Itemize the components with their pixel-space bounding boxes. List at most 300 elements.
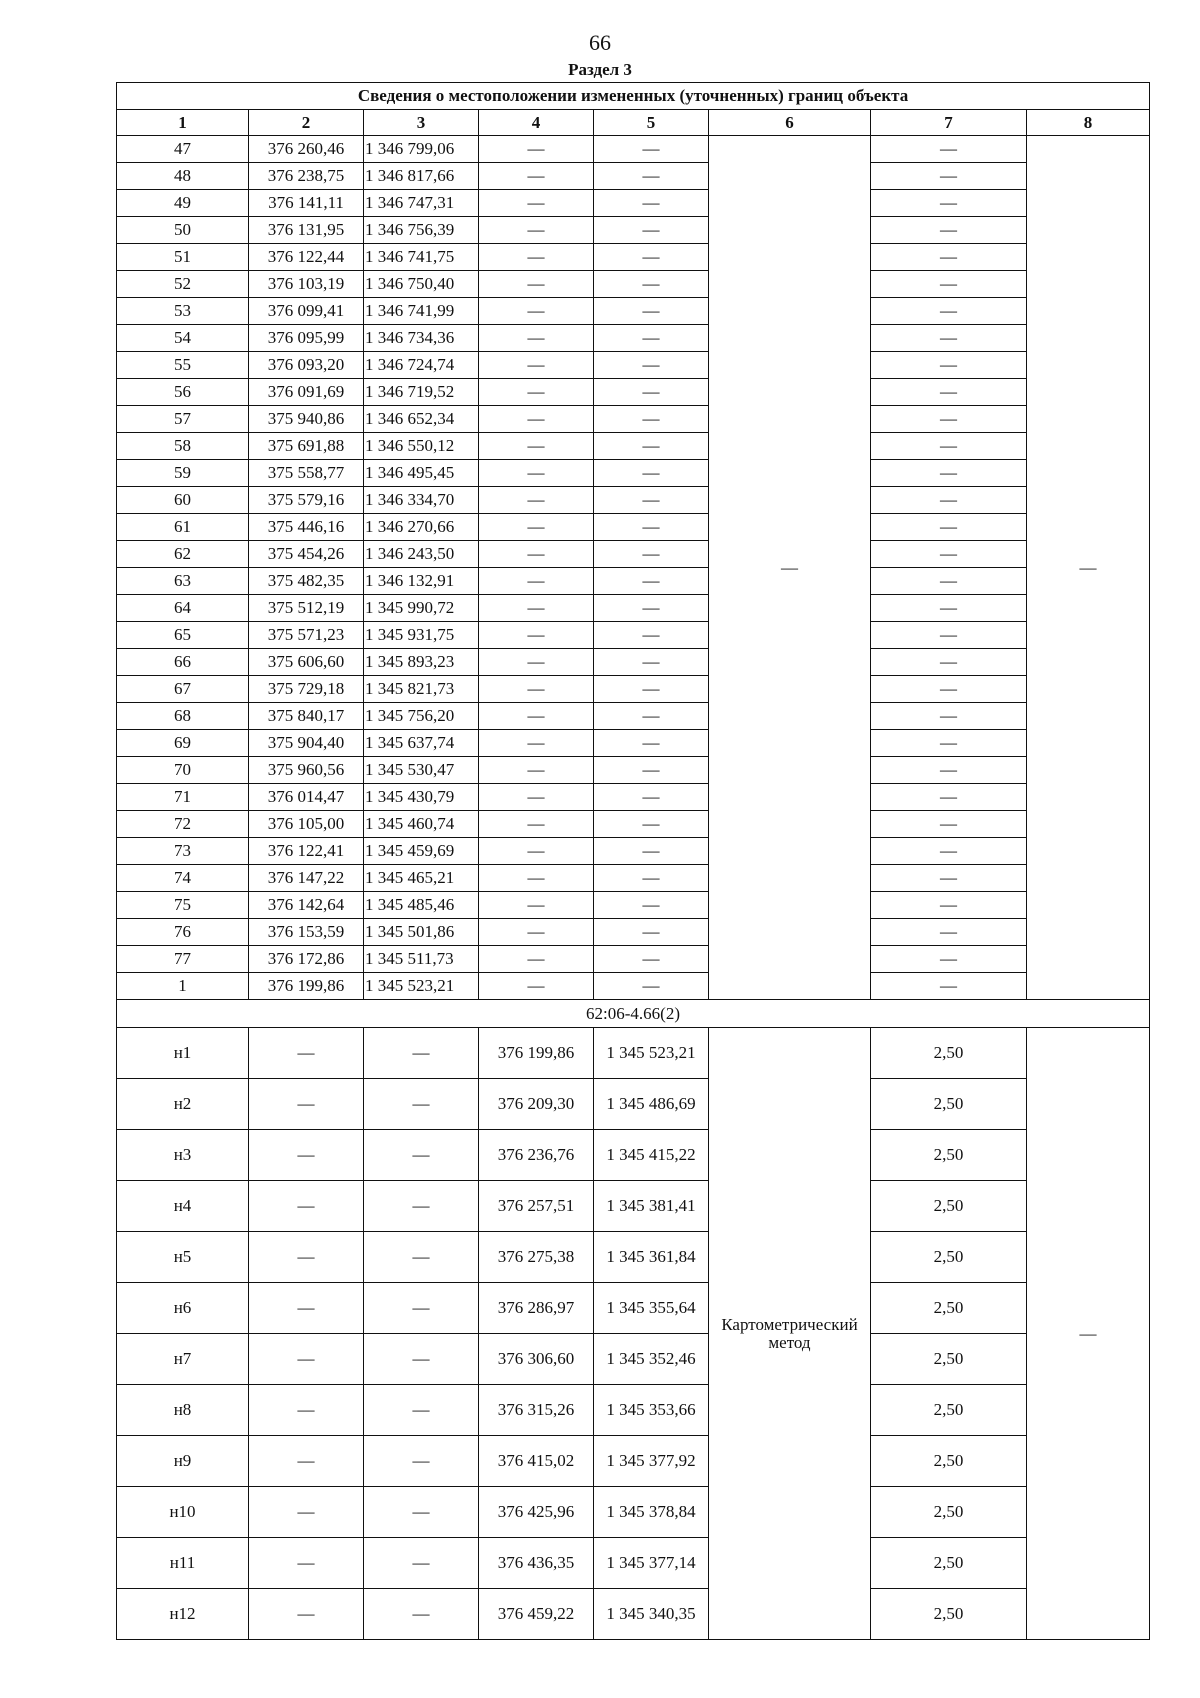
- accuracy-cell: —: [871, 703, 1027, 730]
- old-x-coordinate: 376 147,22: [249, 865, 364, 892]
- table-row: [117, 568, 1150, 595]
- new-y-coordinate: —: [594, 163, 709, 190]
- point-number: 63: [117, 568, 249, 595]
- accuracy-cell: 2,50: [871, 1079, 1027, 1130]
- table-row: [117, 244, 1150, 271]
- new-x-coordinate: 376 436,35: [479, 1538, 594, 1589]
- new-x-coordinate: —: [479, 298, 594, 325]
- accuracy-cell: 2,50: [871, 1334, 1027, 1385]
- table-title: Сведения о местоположении измененных (уточненных) границ объекта: [117, 83, 1150, 110]
- new-x-coordinate: —: [479, 244, 594, 271]
- old-x-coordinate: 375 691,88: [249, 433, 364, 460]
- old-y-coordinate: 1 346 750,40: [364, 271, 479, 298]
- old-y-coordinate: 1 346 334,70: [364, 487, 479, 514]
- old-y-coordinate: —: [364, 1181, 479, 1232]
- point-number: 47: [117, 136, 249, 163]
- old-x-coordinate: 375 606,60: [249, 649, 364, 676]
- boundary-table: [116, 82, 1150, 1640]
- new-y-coordinate: —: [594, 136, 709, 163]
- old-y-coordinate: —: [364, 1589, 479, 1640]
- accuracy-cell: 2,50: [871, 1181, 1027, 1232]
- new-x-coordinate: —: [479, 406, 594, 433]
- table-row: [117, 811, 1150, 838]
- point-number: 57: [117, 406, 249, 433]
- old-x-coordinate: 375 446,16: [249, 514, 364, 541]
- new-x-coordinate: 376 306,60: [479, 1334, 594, 1385]
- old-y-coordinate: 1 346 799,06: [364, 136, 479, 163]
- point-number: н3: [117, 1130, 249, 1181]
- new-y-coordinate: 1 345 415,22: [594, 1130, 709, 1181]
- table-row: [117, 487, 1150, 514]
- accuracy-cell: —: [871, 757, 1027, 784]
- old-x-coordinate: 376 260,46: [249, 136, 364, 163]
- accuracy-cell: —: [871, 865, 1027, 892]
- old-y-coordinate: 1 345 485,46: [364, 892, 479, 919]
- old-x-coordinate: —: [249, 1181, 364, 1232]
- old-y-coordinate: 1 345 990,72: [364, 595, 479, 622]
- accuracy-cell: —: [871, 487, 1027, 514]
- old-y-coordinate: 1 345 523,21: [364, 973, 479, 1000]
- table-row: [117, 1130, 1150, 1181]
- parcel-subheading: 62:06-4.66(2): [117, 1000, 1150, 1028]
- table-row: [117, 379, 1150, 406]
- new-x-coordinate: —: [479, 892, 594, 919]
- new-x-coordinate: —: [479, 730, 594, 757]
- accuracy-cell: —: [871, 676, 1027, 703]
- point-number: 68: [117, 703, 249, 730]
- old-x-coordinate: 375 512,19: [249, 595, 364, 622]
- table-row: [117, 514, 1150, 541]
- table-row: [117, 460, 1150, 487]
- new-y-coordinate: —: [594, 244, 709, 271]
- old-y-coordinate: —: [364, 1130, 479, 1181]
- column-header: 6: [709, 110, 871, 136]
- accuracy-cell: 2,50: [871, 1538, 1027, 1589]
- new-y-coordinate: —: [594, 649, 709, 676]
- accuracy-cell: —: [871, 433, 1027, 460]
- old-y-coordinate: —: [364, 1334, 479, 1385]
- new-x-coordinate: —: [479, 136, 594, 163]
- new-x-coordinate: —: [479, 946, 594, 973]
- table-row: [117, 1334, 1150, 1385]
- new-y-coordinate: —: [594, 487, 709, 514]
- new-y-coordinate: —: [594, 676, 709, 703]
- old-x-coordinate: 375 571,23: [249, 622, 364, 649]
- old-x-coordinate: —: [249, 1487, 364, 1538]
- column-header: 5: [594, 110, 709, 136]
- method-cell: Картометрический метод: [709, 1028, 871, 1640]
- table-row: [117, 622, 1150, 649]
- point-number: 56: [117, 379, 249, 406]
- new-y-coordinate: —: [594, 919, 709, 946]
- new-x-coordinate: —: [479, 460, 594, 487]
- old-y-coordinate: 1 345 756,20: [364, 703, 479, 730]
- accuracy-cell: —: [871, 811, 1027, 838]
- old-x-coordinate: 376 172,86: [249, 946, 364, 973]
- accuracy-cell: —: [871, 838, 1027, 865]
- table-row: [117, 676, 1150, 703]
- new-x-coordinate: —: [479, 838, 594, 865]
- table-row: [117, 1487, 1150, 1538]
- new-y-coordinate: —: [594, 190, 709, 217]
- description-cell: —: [1027, 136, 1150, 1000]
- accuracy-cell: —: [871, 271, 1027, 298]
- old-x-coordinate: —: [249, 1130, 364, 1181]
- new-x-coordinate: 376 459,22: [479, 1589, 594, 1640]
- point-number: 66: [117, 649, 249, 676]
- accuracy-cell: —: [871, 325, 1027, 352]
- accuracy-cell: —: [871, 946, 1027, 973]
- new-x-coordinate: —: [479, 514, 594, 541]
- new-x-coordinate: 376 275,38: [479, 1232, 594, 1283]
- description-cell: —: [1027, 1028, 1150, 1640]
- table-row: [117, 730, 1150, 757]
- table-row: [117, 271, 1150, 298]
- point-number: 69: [117, 730, 249, 757]
- new-y-coordinate: —: [594, 460, 709, 487]
- old-y-coordinate: 1 345 501,86: [364, 919, 479, 946]
- old-x-coordinate: —: [249, 1028, 364, 1079]
- old-x-coordinate: 375 940,86: [249, 406, 364, 433]
- old-x-coordinate: —: [249, 1283, 364, 1334]
- new-x-coordinate: —: [479, 325, 594, 352]
- table-row: [117, 1283, 1150, 1334]
- old-x-coordinate: 376 099,41: [249, 298, 364, 325]
- point-number: 53: [117, 298, 249, 325]
- point-number: 71: [117, 784, 249, 811]
- table-row: [117, 136, 1150, 163]
- old-x-coordinate: 375 904,40: [249, 730, 364, 757]
- accuracy-cell: 2,50: [871, 1028, 1027, 1079]
- old-x-coordinate: 376 238,75: [249, 163, 364, 190]
- old-y-coordinate: 1 346 132,91: [364, 568, 479, 595]
- table-row: [117, 163, 1150, 190]
- table-row: [117, 649, 1150, 676]
- new-x-coordinate: 376 199,86: [479, 1028, 594, 1079]
- accuracy-cell: —: [871, 460, 1027, 487]
- accuracy-cell: —: [871, 136, 1027, 163]
- new-x-coordinate: 376 425,96: [479, 1487, 594, 1538]
- point-number: н5: [117, 1232, 249, 1283]
- table-row: [117, 784, 1150, 811]
- point-number: 76: [117, 919, 249, 946]
- new-x-coordinate: —: [479, 973, 594, 1000]
- new-y-coordinate: —: [594, 703, 709, 730]
- old-x-coordinate: 376 103,19: [249, 271, 364, 298]
- table-row: [117, 1436, 1150, 1487]
- old-x-coordinate: 376 095,99: [249, 325, 364, 352]
- new-y-coordinate: —: [594, 595, 709, 622]
- table-row: [117, 892, 1150, 919]
- new-x-coordinate: —: [479, 217, 594, 244]
- old-x-coordinate: 375 840,17: [249, 703, 364, 730]
- new-y-coordinate: —: [594, 271, 709, 298]
- old-x-coordinate: 376 105,00: [249, 811, 364, 838]
- old-x-coordinate: 376 122,44: [249, 244, 364, 271]
- new-x-coordinate: —: [479, 649, 594, 676]
- point-number: н7: [117, 1334, 249, 1385]
- new-x-coordinate: —: [479, 811, 594, 838]
- old-x-coordinate: 375 558,77: [249, 460, 364, 487]
- accuracy-cell: —: [871, 163, 1027, 190]
- new-y-coordinate: —: [594, 838, 709, 865]
- table-row: [117, 1028, 1150, 1079]
- new-y-coordinate: —: [594, 892, 709, 919]
- point-number: 70: [117, 757, 249, 784]
- new-y-coordinate: 1 345 378,84: [594, 1487, 709, 1538]
- table-row: [117, 838, 1150, 865]
- old-y-coordinate: 1 345 465,21: [364, 865, 479, 892]
- new-y-coordinate: —: [594, 865, 709, 892]
- accuracy-cell: —: [871, 298, 1027, 325]
- table-row: [117, 703, 1150, 730]
- accuracy-cell: —: [871, 649, 1027, 676]
- old-x-coordinate: 375 454,26: [249, 541, 364, 568]
- accuracy-cell: —: [871, 514, 1027, 541]
- new-y-coordinate: 1 345 381,41: [594, 1181, 709, 1232]
- new-y-coordinate: 1 345 523,21: [594, 1028, 709, 1079]
- column-header: 1: [117, 110, 249, 136]
- table-row: [117, 946, 1150, 973]
- old-y-coordinate: 1 345 459,69: [364, 838, 479, 865]
- new-y-coordinate: 1 345 377,92: [594, 1436, 709, 1487]
- old-x-coordinate: 375 579,16: [249, 487, 364, 514]
- old-x-coordinate: —: [249, 1385, 364, 1436]
- old-y-coordinate: —: [364, 1436, 479, 1487]
- new-y-coordinate: 1 345 361,84: [594, 1232, 709, 1283]
- new-x-coordinate: —: [479, 784, 594, 811]
- accuracy-cell: —: [871, 730, 1027, 757]
- table-row: [117, 1589, 1150, 1640]
- new-x-coordinate: —: [479, 865, 594, 892]
- accuracy-cell: 2,50: [871, 1232, 1027, 1283]
- point-number: 54: [117, 325, 249, 352]
- new-y-coordinate: —: [594, 514, 709, 541]
- accuracy-cell: 2,50: [871, 1283, 1027, 1334]
- old-y-coordinate: —: [364, 1385, 479, 1436]
- new-x-coordinate: —: [479, 622, 594, 649]
- point-number: 73: [117, 838, 249, 865]
- new-x-coordinate: —: [479, 190, 594, 217]
- accuracy-cell: —: [871, 568, 1027, 595]
- point-number: 62: [117, 541, 249, 568]
- new-y-coordinate: —: [594, 784, 709, 811]
- accuracy-cell: —: [871, 406, 1027, 433]
- new-y-coordinate: —: [594, 217, 709, 244]
- new-x-coordinate: —: [479, 379, 594, 406]
- old-y-coordinate: 1 345 821,73: [364, 676, 479, 703]
- old-x-coordinate: 376 153,59: [249, 919, 364, 946]
- point-number: н1: [117, 1028, 249, 1079]
- new-y-coordinate: —: [594, 730, 709, 757]
- point-number: 60: [117, 487, 249, 514]
- old-y-coordinate: 1 345 430,79: [364, 784, 479, 811]
- new-x-coordinate: —: [479, 433, 594, 460]
- accuracy-cell: —: [871, 379, 1027, 406]
- old-y-coordinate: 1 346 734,36: [364, 325, 479, 352]
- new-x-coordinate: 376 415,02: [479, 1436, 594, 1487]
- table-row: [117, 541, 1150, 568]
- new-y-coordinate: —: [594, 622, 709, 649]
- accuracy-cell: 2,50: [871, 1130, 1027, 1181]
- point-number: н11: [117, 1538, 249, 1589]
- old-y-coordinate: 1 345 637,74: [364, 730, 479, 757]
- point-number: 77: [117, 946, 249, 973]
- point-number: н4: [117, 1181, 249, 1232]
- table-row: [117, 217, 1150, 244]
- new-x-coordinate: —: [479, 919, 594, 946]
- point-number: н10: [117, 1487, 249, 1538]
- old-y-coordinate: 1 345 530,47: [364, 757, 479, 784]
- old-x-coordinate: 376 014,47: [249, 784, 364, 811]
- column-header: 8: [1027, 110, 1150, 136]
- new-x-coordinate: 376 236,76: [479, 1130, 594, 1181]
- new-x-coordinate: —: [479, 352, 594, 379]
- section-label: Раздел 3: [568, 60, 632, 79]
- new-x-coordinate: 376 315,26: [479, 1385, 594, 1436]
- old-y-coordinate: —: [364, 1487, 479, 1538]
- old-x-coordinate: —: [249, 1538, 364, 1589]
- new-x-coordinate: —: [479, 757, 594, 784]
- old-y-coordinate: 1 346 724,74: [364, 352, 479, 379]
- point-number: 65: [117, 622, 249, 649]
- new-y-coordinate: —: [594, 433, 709, 460]
- new-x-coordinate: —: [479, 595, 594, 622]
- new-x-coordinate: —: [479, 568, 594, 595]
- old-y-coordinate: 1 345 893,23: [364, 649, 479, 676]
- point-number: 50: [117, 217, 249, 244]
- point-number: 55: [117, 352, 249, 379]
- new-y-coordinate: —: [594, 325, 709, 352]
- table-row: [117, 433, 1150, 460]
- old-y-coordinate: —: [364, 1079, 479, 1130]
- new-y-coordinate: —: [594, 568, 709, 595]
- point-number: н9: [117, 1436, 249, 1487]
- old-x-coordinate: —: [249, 1232, 364, 1283]
- accuracy-cell: —: [871, 973, 1027, 1000]
- new-y-coordinate: —: [594, 811, 709, 838]
- point-number: н6: [117, 1283, 249, 1334]
- new-y-coordinate: 1 345 377,14: [594, 1538, 709, 1589]
- point-number: 1: [117, 973, 249, 1000]
- point-number: н12: [117, 1589, 249, 1640]
- new-y-coordinate: 1 345 352,46: [594, 1334, 709, 1385]
- accuracy-cell: 2,50: [871, 1487, 1027, 1538]
- new-y-coordinate: —: [594, 406, 709, 433]
- point-number: 49: [117, 190, 249, 217]
- accuracy-cell: —: [871, 919, 1027, 946]
- old-y-coordinate: 1 346 243,50: [364, 541, 479, 568]
- new-y-coordinate: 1 345 486,69: [594, 1079, 709, 1130]
- old-x-coordinate: 376 199,86: [249, 973, 364, 1000]
- old-x-coordinate: —: [249, 1079, 364, 1130]
- old-y-coordinate: 1 346 550,12: [364, 433, 479, 460]
- column-header: 3: [364, 110, 479, 136]
- new-y-coordinate: 1 345 355,64: [594, 1283, 709, 1334]
- table-row: [117, 406, 1150, 433]
- point-number: 59: [117, 460, 249, 487]
- new-y-coordinate: —: [594, 379, 709, 406]
- old-y-coordinate: 1 346 652,34: [364, 406, 479, 433]
- point-number: 74: [117, 865, 249, 892]
- point-number: н2: [117, 1079, 249, 1130]
- table-row: [117, 1181, 1150, 1232]
- old-x-coordinate: —: [249, 1334, 364, 1385]
- accuracy-cell: —: [871, 622, 1027, 649]
- new-y-coordinate: —: [594, 352, 709, 379]
- old-y-coordinate: 1 346 756,39: [364, 217, 479, 244]
- accuracy-cell: —: [871, 352, 1027, 379]
- table-row: [117, 757, 1150, 784]
- new-y-coordinate: —: [594, 946, 709, 973]
- point-number: 72: [117, 811, 249, 838]
- table-row: [117, 595, 1150, 622]
- new-x-coordinate: 376 209,30: [479, 1079, 594, 1130]
- old-y-coordinate: 1 346 747,31: [364, 190, 479, 217]
- old-x-coordinate: 375 729,18: [249, 676, 364, 703]
- method-cell: —: [709, 136, 871, 1000]
- accuracy-cell: —: [871, 595, 1027, 622]
- old-x-coordinate: 376 142,64: [249, 892, 364, 919]
- new-y-coordinate: 1 345 340,35: [594, 1589, 709, 1640]
- new-y-coordinate: 1 345 353,66: [594, 1385, 709, 1436]
- point-number: 48: [117, 163, 249, 190]
- old-x-coordinate: —: [249, 1436, 364, 1487]
- table-row: [117, 1385, 1150, 1436]
- table-row: [117, 352, 1150, 379]
- column-header: 7: [871, 110, 1027, 136]
- table-row: [117, 919, 1150, 946]
- column-header: 2: [249, 110, 364, 136]
- accuracy-cell: 2,50: [871, 1589, 1027, 1640]
- table-row: [117, 190, 1150, 217]
- column-header: 4: [479, 110, 594, 136]
- point-number: 64: [117, 595, 249, 622]
- table-row: [117, 1538, 1150, 1589]
- new-y-coordinate: —: [594, 298, 709, 325]
- old-x-coordinate: —: [249, 1589, 364, 1640]
- subheading-row: [117, 1000, 1150, 1028]
- old-x-coordinate: 375 482,35: [249, 568, 364, 595]
- point-number: 51: [117, 244, 249, 271]
- new-x-coordinate: —: [479, 163, 594, 190]
- new-y-coordinate: —: [594, 541, 709, 568]
- accuracy-cell: —: [871, 541, 1027, 568]
- new-x-coordinate: 376 257,51: [479, 1181, 594, 1232]
- old-x-coordinate: 376 093,20: [249, 352, 364, 379]
- table-row: [117, 973, 1150, 1000]
- old-y-coordinate: —: [364, 1283, 479, 1334]
- table-row: [117, 1079, 1150, 1130]
- new-x-coordinate: —: [479, 676, 594, 703]
- new-x-coordinate: —: [479, 271, 594, 298]
- accuracy-cell: 2,50: [871, 1436, 1027, 1487]
- new-y-coordinate: —: [594, 757, 709, 784]
- page-number: 66: [589, 30, 611, 55]
- old-y-coordinate: —: [364, 1538, 479, 1589]
- accuracy-cell: —: [871, 190, 1027, 217]
- point-number: 67: [117, 676, 249, 703]
- old-y-coordinate: 1 346 817,66: [364, 163, 479, 190]
- point-number: н8: [117, 1385, 249, 1436]
- point-number: 75: [117, 892, 249, 919]
- old-x-coordinate: 376 131,95: [249, 217, 364, 244]
- new-x-coordinate: 376 286,97: [479, 1283, 594, 1334]
- old-y-coordinate: 1 346 741,99: [364, 298, 479, 325]
- old-y-coordinate: 1 346 495,45: [364, 460, 479, 487]
- accuracy-cell: —: [871, 892, 1027, 919]
- old-y-coordinate: 1 346 270,66: [364, 514, 479, 541]
